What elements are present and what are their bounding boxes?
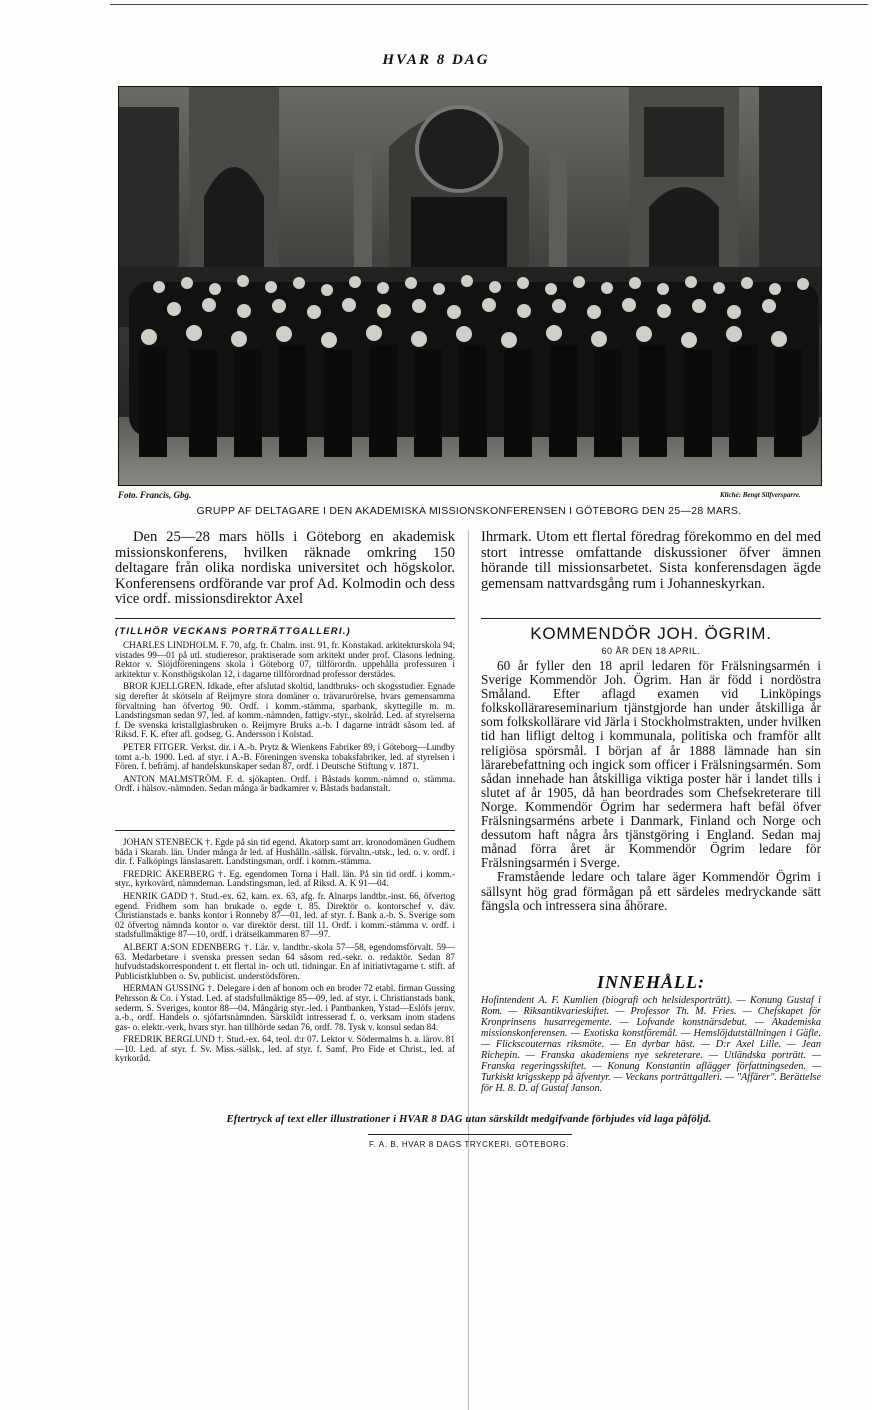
photo-credit: Foto. Francis, Gbg. (118, 490, 192, 500)
cliche-credit: Kliché: Bengt Silfversparre. (720, 491, 801, 499)
bio-entry: JOHAN STENBECK †. Egde på sin tid egend. Åkatorp samt arr. kronodomänen Gudhem båda i Skarab. län. Under många år led. af Hushålln.-sällsk. förvaltn.-utsk., led. o. v. ordf. i dir. f. Falköpings länslasarett. Landstingsman, ordf. i komm.-stämma. (115, 837, 455, 867)
contents-title: INNEHÅLL: (597, 972, 705, 992)
article-body (481, 659, 821, 913)
article-paragraph: 60 år fyller den 18 april ledaren för Frälsningsarmén i Sverige Kommendör Joh. Ögrim. Han är född i nordöstra Småland. Efter aflagd examen vid Linköpings folkskollärareseminarium tjänstgjorde han under åtskilliga år som folkskollärare vid Järla i Stockholmstrakten, under hvilken tid han lifligt deltog i kommunala, politiska och framför allt religiösa spörsmål. I början af år 1888 lämnade han sin lärarebefattning och ingick som officer i Frälsningsarmén. Som sådan innehade han åtskilliga viktiga poster här i landet tills i slutet af år 1905, då han beordrades som Chefsekreterare till Norge. Kommendör Ögrim har sedermera haft befäl öfver Frälsningsarméns arbete i Danmark, Finland och Norge och dessutom haft några års tjänstgöring i England. Sedan maj månad förra året är Kommendör Ögrim ledare för Frälsningsarmén i Sverge. (481, 658, 821, 871)
portrait-bios-living (115, 641, 455, 797)
column-divider (468, 530, 469, 1410)
bio-entry: FREDRIC ÅKERBERG †. Eg. egendomen Torna i Hall. län. På sin tid ordf. i komm.-styr., kyrkovärd, nämndeman. Landstingsman, led. af Riksd. A. K 91—04. (115, 868, 455, 889)
reprint-notice: Eftertryck af text eller illustrationer i HVAR 8 DAG utan särskildt medgifvande förbjudes vid laga påföljd. (226, 1114, 712, 1125)
portrait-bios-deceased (115, 838, 455, 1067)
bio-entry: HENRIK GADD †. Stud.-ex. 62, kam. ex. 63, afg. fr. Alnarps landtbr.-inst. 66, öfvertog egend. Fridhem som han brukade o. egde t. 85. Direktör o. kontorschef v. däv. Christianstads e. banks kontor i Ronneby 87—01, led. af styr. f. Bank a.-b. S. Sverige som 02 öfvertog nämnda kontor o. var direktör derst. till 11. Ordf. i komm.-stämma v. ordf. i stadsfullmäktige 87—10, ordf. i drätselkammaren 87—97. (115, 890, 455, 940)
section-rule-right (481, 618, 821, 619)
page-header: HVAR 8 DAG (382, 52, 490, 68)
article-subtitle: 60 ÅR DEN 18 APRIL. (601, 646, 701, 656)
photo-caption: GRUPP AF DELTAGARE I DEN AKADEMISKA MISSIONSKONFERENSEN I GÖTEBORG DEN 25—28 MARS. (196, 505, 742, 517)
bio-entry: PETER FITGER. Verkst. dir. i A.-b. Prytz & Wienkens Fabriker 89, i Göteborg—Lundby tomt a.-b. 1900. Led. af styr. i A.-B. Föreningen svenska tobaksfabriker, led. af styrelsen i Fören. f. befrämj. af handelskunskaper sedan 87, ordf. i Deutsche Stiftung v. 1871. (115, 741, 455, 772)
contents-list: Hofintendent A. F. Kumlien (biografi och helsidesporträtt). — Konung Gustaf i Rom. — Riksantikvarieskiftet. — Professor Th. M. Fries. — Chefskapet för Kronprinsens husarregemente. — Lofvande konstnärsdebut. — Akademiska missionskonferensen. — Exotiska konstföremål. — Hemslöjdutställningen i Gäfle. — Flickscouternas riksmöte. — En dyrbar häst. — D:r Axel Lille. — Jean Richepin. — Franska akademiens nye sekreterare. — Utländska porträtt. — Franska regeringsskiftet. — Konung Konstantin aflägger författningseden. — Turkiskt krigsskepp på äfventyr. — Veckans porträttgalleri. — "Affärer". Berättelse för H. 8. D. af Gustaf Janson. (481, 995, 821, 1094)
section-rule-left (115, 618, 455, 619)
lead-paragraph-continued: Ihrmark. Utom ett flertal föredrag förekommo en del med stort intresse omfattande diskussioner öfver ämnen hörande till missionsarbetet. Sista konferensdagen ägde gemensam nattvardsgång rum i Johanneskyrkan. (481, 529, 821, 592)
bio-entry: ALBERT A:SON EDENBERG †. Lär. v. landtbr.-skola 57—58, egendomsförvalt. 59—63. Medarbetare i svenska pressen sedan 64 såsom red.-sekr. o. redaktör. Sedan 87 hufvudstadskorrespondent t. ett flertal in- och utl. tidningar. En af initiativtagarne t. stift. af Publicistklubben o. Sv. publicist. understödsfören. (115, 941, 455, 981)
bio-entry: BROR KJELLGREN. Idkade, efter afslutad skoltid, landtbruks- och skogsstudier. Egnade sig derefter åt skötseln af Reijmyre stora domäner o. trävarurörelse, hvars gemensamma förvaltning han öfvertog 90. Ordf. i komm.-stämma, sparbank, skyttegille m. m. Landstingsman sedan 97, led. af komm.-nämnden, fattigv.-styr., skolråd. Led. af styrelserna f. De svenska kristallglasbruken o. Reijmyre Bruks a.-b. I dagarne inträdt såsom led. af Riksd. F. K. efter afl. godseg. G. Andersson i Kolstad. (115, 681, 455, 740)
printer-imprint: F. A. B. HVAR 8 DAGS TRYCKERI. GÖTEBORG. (368, 1140, 570, 1149)
bio-entry: FREDRIK BERGLUND †. Stud.-ex. 64, teol. d:r 07. Lektor v. Södermalms h. a. lärov. 81—10. Led. af styr. f. Sv. Miss.-sällsk., led. af styr. f. Samf. Pro Fide et Christ., led. af kyrkoråd. (115, 1034, 455, 1064)
group-photo (118, 86, 822, 486)
group-photo-illustration (119, 87, 821, 485)
portrait-gallery-heading: (TILLHÖR VECKANS PORTRÄTTGALLERI.) (115, 626, 351, 637)
bio-divider (115, 830, 455, 831)
bio-entry: HERMAN GUSSING †. Delegare i den af honom och en broder 72 etabl. firman Gussing Pehrsson & Co. i Ystad. Led. af stadsfullmäktige 85—09, led. af styr. i. Christianstads bank, sederm. S. Sveriges, kontor 88—04. Mångårig styr.-led. i Pantbanken, Ystad—Eslöfs jernv. a.-b., ordf. Handels o. sjöfartsnämnden. Särskildt intresserad f. o. verksam inom stadens gas- o. elektr.-verk, hvars styr. han tillhörde sedan 76, ordf. 78. Tysk v. konsul sedan 84. (115, 983, 455, 1032)
lead-text-right (481, 530, 821, 592)
top-rule (110, 4, 868, 5)
footer-rule (368, 1134, 572, 1135)
bio-entry: ANTON MALMSTRÖM. F. d. sjökapten. Ordf. i Båstads komm.-nämnd o. stämma. Ordf. i hälsov.-nämnden. Sedan många år badkamrer v. Båstads badanstalt. (115, 773, 455, 794)
lead-paragraph: Den 25—28 mars hölls i Göteborg en akademisk missionskonferens, hvilken räknade omkring 150 deltagare från olika nordiska universitet och högskolor. Konferensens ordförande var prof Ad. Kolmodin och dess vice ordf. missionsdirektor Axel (115, 529, 455, 608)
lead-text-left (115, 530, 455, 608)
bio-entry: CHARLES LINDHOLM. F. 70, afg. fr. Chalm. inst. 91, fr. Konstakad. arkitekturskola 94; vistades 99—01 på utl. studieresor, praktiserade som arkitekt under prof. Clasons ledning. Rektor v. Slöjdföreningens skola i Göteborg 07, tillförordn. uppehålla professuren i arkitektur v. Konsthögskolan 12, i dagarne tillförordnad professor derstädes. (115, 640, 455, 679)
article-title: KOMMENDÖR JOH. ÖGRIM. (530, 624, 772, 643)
article-paragraph: Framstående ledare och talare äger Kommendör Ögrim i sällsynt hög grad förmågan på ett särdeles medryckande sätt fängsla och intressera sina åhörare. (481, 869, 821, 913)
